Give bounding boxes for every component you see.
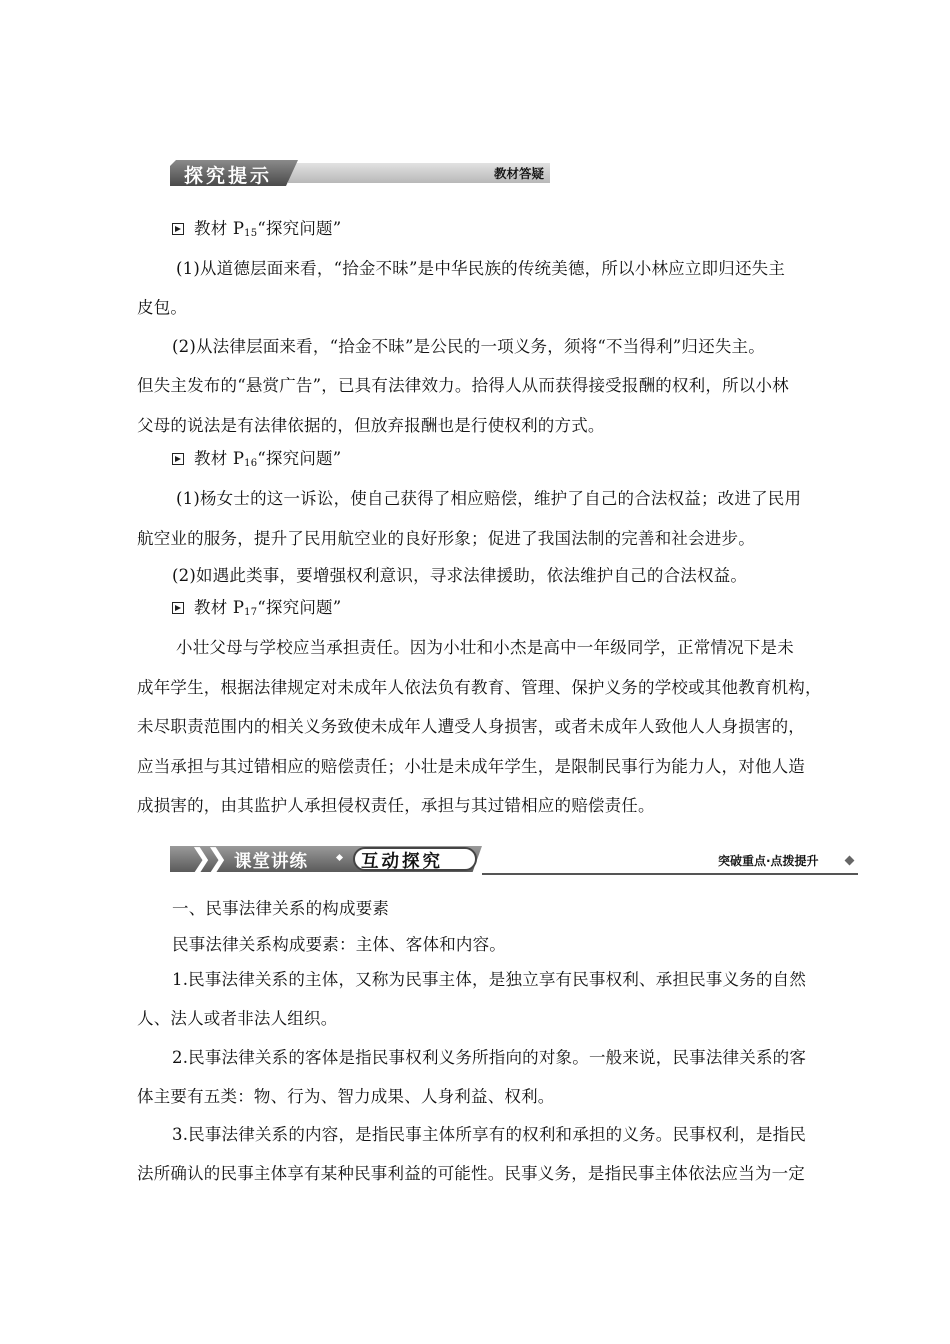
banner-left-title: 课堂讲练	[234, 852, 308, 872]
paragraph-line: (1)从道德层面来看，“拾金不昧”是中华民族的传统美德，所以小林应立即归还失主	[176, 259, 786, 278]
section-heading-p16: 教材 $P_{16}“$探究问题”	[172, 449, 341, 474]
diamond-icon	[845, 856, 855, 866]
paragraph-line: 父母的说法是有法律依据的，但放弃报酬也是行使权利的方式。	[137, 416, 605, 435]
play-triangle-icon	[172, 453, 184, 465]
section-banner-tanjiu	[170, 160, 550, 186]
paragraph-line: 皮包。	[137, 298, 188, 317]
paragraph-line: 应当承担与其过错相应的赔偿责任；小壮是未成年学生，是限制民事行为能力人，对他人造	[137, 757, 805, 776]
play-triangle-icon	[172, 602, 184, 614]
banner-pill-title: 互动探究	[361, 852, 443, 872]
paragraph-line: 未尽职责范围内的相关义务致使未成年人遭受人身损害，或者未成年人致他人人身损害的，	[137, 717, 805, 736]
banner-right-text: 突破重点·点拨提升	[718, 854, 819, 868]
paragraph-line: (1)杨女士的这一诉讼，使自己获得了相应赔偿，维护了自己的合法权益；改进了民用	[176, 489, 802, 508]
paragraph-line: 人、法人或者非法人组织。	[137, 1009, 338, 1028]
subsection-heading: 一、民事法律关系的构成要素	[172, 899, 390, 918]
paragraph-line: 成年学生，根据法律规定对未成年人依法负有教育、管理、保护义务的学校或其他教育机构，	[137, 678, 822, 697]
paragraph-line: 民事法律关系构成要素：主体、客体和内容。	[172, 935, 506, 954]
paragraph-line: 2.民事法律关系的客体是指民事权利义务所指向的对象。一般来说，民事法律关系的客	[172, 1048, 807, 1067]
paragraph-line: 但失主发布的“悬赏广告”，已具有法律效力。拾得人从而获得接受报酬的权利，所以小林	[137, 376, 789, 395]
banner-title: 探究提示	[184, 165, 273, 187]
paragraph-line: 1.民事法律关系的主体，又称为民事主体，是独立享有民事权利、承担民事义务的自然	[172, 970, 807, 989]
paragraph-line: 体主要有五类：物、行为、智力成果、人身利益、权利。	[137, 1087, 555, 1106]
chevron-right-icon: ❯	[206, 844, 228, 874]
chevron-right-icon: ❯	[190, 844, 212, 874]
paragraph-line: (2)从法律层面来看，“拾金不昧”是公民的一项义务，须将“不当得利”归还失主。	[172, 337, 765, 356]
paragraph-line: 小壮父母与学校应当承担责任。因为小壮和小杰是高中一年级同学，正常情况下是未	[176, 638, 794, 657]
paragraph-line: 成损害的，由其监护人承担侵权责任，承担与其过错相应的赔偿责任。	[137, 796, 655, 815]
paragraph-line: (2)如遇此类事，要增强权利意识，寻求法律援助，依法维护自己的合法权益。	[172, 566, 748, 585]
banner-subtitle: 教材答疑	[493, 166, 544, 181]
paragraph-line: 法所确认的民事主体享有某种民事利益的可能性。民事义务，是指民事主体依法应当为一定	[137, 1164, 805, 1183]
paragraph-line: 3.民事法律关系的内容，是指民事主体所享有的权利和承担的义务。民事权利，是指民	[172, 1125, 807, 1144]
paragraph-line: 航空业的服务，提升了民用航空业的良好形象；促进了我国法制的完善和社会进步。	[137, 529, 755, 548]
section-heading-p15: 教材 $P_{15}“$探究问题”	[172, 219, 341, 244]
section-banner-ketang	[170, 844, 860, 874]
section-heading-p17: 教材 $P_{17}“$探究问题”	[172, 598, 341, 623]
banner-underline	[482, 873, 858, 875]
play-triangle-icon	[172, 223, 184, 235]
